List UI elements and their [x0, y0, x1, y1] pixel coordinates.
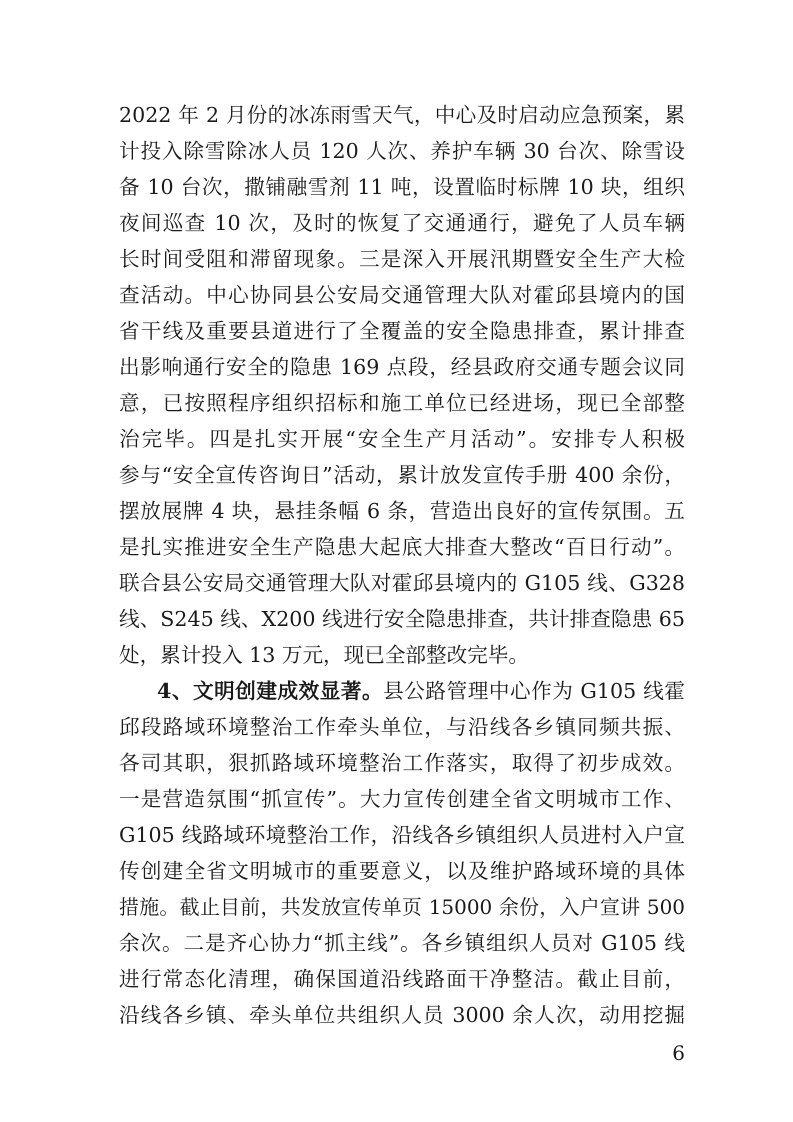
body-line: 一是营造氛围“抓宣传”。大力宣传创建全省文明城市工作、 [119, 787, 685, 811]
body-line: 是扎实推进安全生产隐患大起底大排查大整改“百日行动”。 [119, 535, 685, 559]
body-line: 2022 年 2 月份的冰冻雨雪天气，中心及时启动应急预案，累 [119, 103, 685, 127]
body-line: 线、S245 线、X200 线进行安全隐患排查，共计排查隐患 65 [119, 607, 685, 631]
body-line: 长时间受阻和滞留现象。三是深入开展汛期暨安全生产大检 [119, 247, 685, 271]
body-line: 参与“安全宣传咨询日”活动，累计放发宣传手册 400 余份， [119, 463, 685, 487]
body-line: 省干线及重要县道进行了全覆盖的安全隐患排查，累计排查 [119, 319, 685, 343]
body-line: 进行常态化清理，确保国道沿线路面干净整洁。截止目前， [119, 967, 685, 991]
section-4-first-line [157, 677, 685, 705]
body-line: 计投入除雪除冰人员 120 人次、养护车辆 30 台次、除雪设 [119, 139, 685, 163]
body-line: 联合县公安局交通管理大队对霍邱县境内的 G105 线、G328 [119, 571, 685, 595]
body-line: 备 10 台次，撒铺融雪剂 11 吨，设置临时标牌 10 块，组织 [119, 175, 685, 199]
body-line: 邱段路域环境整治工作牵头单位，与沿线各乡镇同频共振、 [119, 715, 685, 739]
body-line: 传创建全省文明城市的重要意义，以及维护路域环境的具体 [119, 859, 685, 883]
body-line: 摆放展牌 4 块，悬挂条幅 6 条，营造出良好的宣传氛围。五 [119, 499, 685, 523]
body-line: 夜间巡查 10 次，及时的恢复了交通通行，避免了人员车辆 [119, 211, 685, 235]
page-number: 6 [672, 1041, 685, 1065]
body-line: 各司其职，狠抓路域环境整治工作落实，取得了初步成效。 [119, 751, 685, 775]
body-line: 治完毕。四是扎实开展“安全生产月活动”。安排专人积极 [119, 427, 685, 451]
section-4-heading: 4、文明创建成效显著。 [157, 679, 384, 703]
body-line: G105 线路域环境整治工作，沿线各乡镇组织人员进村入户宣 [119, 823, 685, 847]
body-line: 措施。截止目前，共发放宣传单页 15000 余份，入户宣讲 500 [119, 895, 685, 919]
body-line: 余次。二是齐心协力“抓主线”。各乡镇组织人员对 G105 线 [119, 931, 685, 955]
body-line: 出影响通行安全的隐患 169 点段，经县政府交通专题会议同 [119, 355, 685, 379]
body-line: 处，累计投入 13 万元，现已全部整改完毕。 [119, 643, 529, 667]
body-line: 沿线各乡镇、牵头单位共组织人员 3000 余人次，动用挖掘 [119, 1003, 685, 1027]
section-4-first-line-text: 县公路管理中心作为 G105 线霍 [383, 679, 685, 703]
body-line: 意，已按照程序组织招标和施工单位已经进场，现已全部整 [119, 391, 685, 415]
body-line: 查活动。中心协同县公安局交通管理大队对霍邱县境内的国 [119, 283, 685, 307]
